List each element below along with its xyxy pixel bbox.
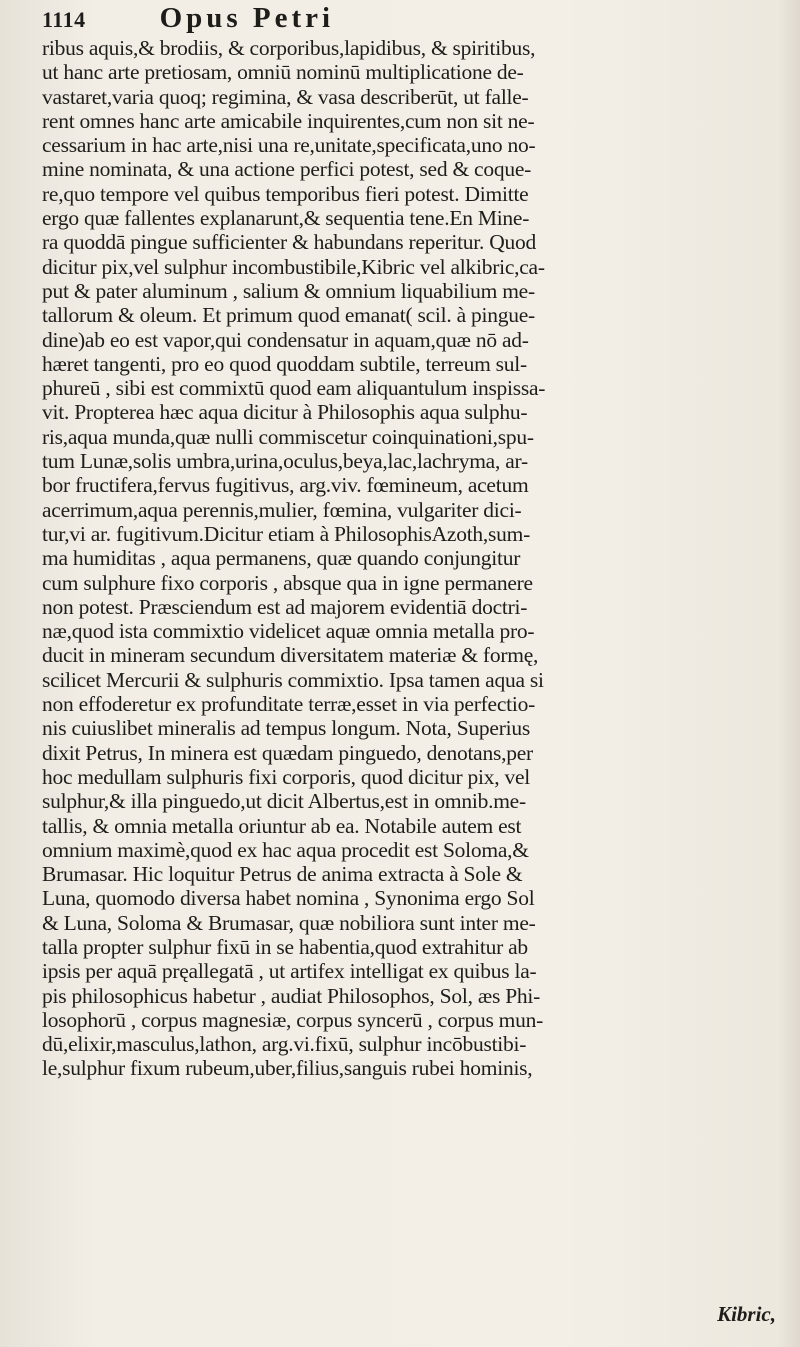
text-line: ergo quæ fallentes explanarunt,& sequentia tene.En Mine- — [42, 206, 530, 231]
text-line: non potest. Præsciendum est ad majorem evidentiā doctri- — [42, 594, 528, 619]
text-line: dixit Petrus, In minera est quædam pinguedo, denotans,per — [42, 740, 533, 765]
text-line: næ,quod ista commixtio videlicet aquæ omnia metalla pro- — [42, 619, 535, 644]
text-line: dicitur pix,vel sulphur incombustibile,Kibric vel alkibric,ca- — [42, 254, 545, 279]
text-line: nis cuiuslibet mineralis ad tempus longum. Nota, Superius — [42, 716, 530, 741]
text-line: ra quoddā pingue sufficienter & habundans reperitur. Quod — [42, 230, 537, 255]
text-line: mine nominata, & una actione perfici potest, sed & coque- — [42, 157, 532, 182]
text-line: put & pater aluminum , salium & omnium liquabilium me- — [42, 278, 535, 303]
text-line: ducit in mineram secundum diversitatem materiæ & formę, — [42, 643, 539, 668]
text-line: acerrimum,aqua perennis,mulier, fœmina, vulgariter dici- — [42, 497, 522, 522]
text-line: tum Lunæ,solis umbra,urina,oculus,beya,lac,lachryma, ar- — [42, 449, 528, 474]
text-line: dine)ab eo est vapor,qui condensatur in aquam,quæ nō ad- — [42, 327, 529, 352]
text-line: non effoderetur ex profunditate terræ,esset in via perfectio- — [42, 692, 535, 717]
text-line: ris,aqua munda,quæ nulli commiscetur coinquinationi,spu- — [42, 424, 534, 449]
text-line: cum sulphure fixo corporis , absque qua in igne permanere — [42, 570, 533, 595]
text-line: scilicet Mercurii & sulphuris commixtio. Ipsa tamen aqua si — [42, 667, 544, 692]
page-header — [42, 2, 782, 36]
text-line: phureū , sibi est commixtū quod eam aliquantulum inspissa- — [42, 376, 546, 401]
text-line: tallorum & oleum. Et primum quod emanat( scil. à pingue- — [42, 303, 535, 328]
text-line: tallis, & omnia metalla oriuntur ab ea. Notabile autem est — [42, 813, 522, 838]
page-number: 1114 — [42, 7, 86, 32]
text-line: ut hanc arte pretiosam, omniū nominū multiplicatione de- — [42, 60, 524, 85]
text-line: rent omnes hanc arte amicabile inquirentes,cum non sit ne- — [42, 108, 535, 133]
catchword: Kibric, — [717, 1302, 776, 1326]
text-line: tur,vi ar. fugitivum.Dicitur etiam à PhilosophisAzoth,sum- — [42, 521, 531, 546]
text-line: Brumasar. Hic loquitur Petrus de anima extracta à Sole & — [42, 862, 523, 887]
text-line: dū,elixir,masculus,lathon, arg.vi.fixū, sulphur incōbustibi- — [42, 1032, 527, 1057]
text-line: omnium maximè,quod ex hac aqua procedit est Soloma,& — [42, 837, 529, 862]
text-line: Luna, quomodo diversa habet nomina , Synonima ergo Sol — [42, 886, 535, 911]
text-line: re,quo tempore vel quibus temporibus fieri potest. Dimitte — [42, 181, 529, 206]
text-line: sulphur,& illa pinguedo,ut dicit Albertus,est in omnib.me- — [42, 789, 526, 814]
text-line: hæret tangenti, pro eo quod quoddam subtile, terreum sul- — [42, 351, 527, 376]
text-line: cessarium in hac arte,nisi una re,unitate,specificata,uno no- — [42, 133, 536, 158]
body-text — [42, 36, 782, 1081]
text-line: bor fructifera,fervus fugitivus, arg.viv. fœmineum, acetum — [42, 473, 529, 498]
text-line: hoc medullam sulphuris fixi corporis, quod dicitur pix, vel — [42, 764, 531, 789]
text-line: ribus aquis,& brodiis, & corporibus,lapidibus, & spiritibus, — [42, 36, 536, 60]
text-line: le,sulphur fixum rubeum,uber,filius,sanguis rubei hominis, — [42, 1056, 533, 1081]
text-line: & Luna, Soloma & Brumasar, quæ nobiliora sunt inter me- — [42, 910, 536, 935]
text-line: vastaret,varia quoq; regimina, & vasa describerūt, ut falle- — [42, 84, 529, 109]
running-head: Opus Petri — [159, 2, 335, 34]
text-line: ma humiditas , aqua permanens, quæ quando conjungitur — [42, 546, 521, 571]
text-line: vit. Propterea hæc aqua dicitur à Philosophis aqua sulphu- — [42, 400, 528, 425]
text-line: ipsis per aquā pręallegatā , ut artifex intelligat ex quibus la- — [42, 959, 537, 984]
page-edge-shadow — [778, 0, 800, 1347]
text-line: talla propter sulphur fixū in se habentia,quod extrahitur ab — [42, 934, 528, 959]
text-line: losophorū , corpus magnesiæ, corpus syncerū , corpus mun- — [42, 1007, 544, 1032]
text-line: pis philosophicus habetur , audiat Philosophos, Sol, æs Phi- — [42, 983, 541, 1008]
